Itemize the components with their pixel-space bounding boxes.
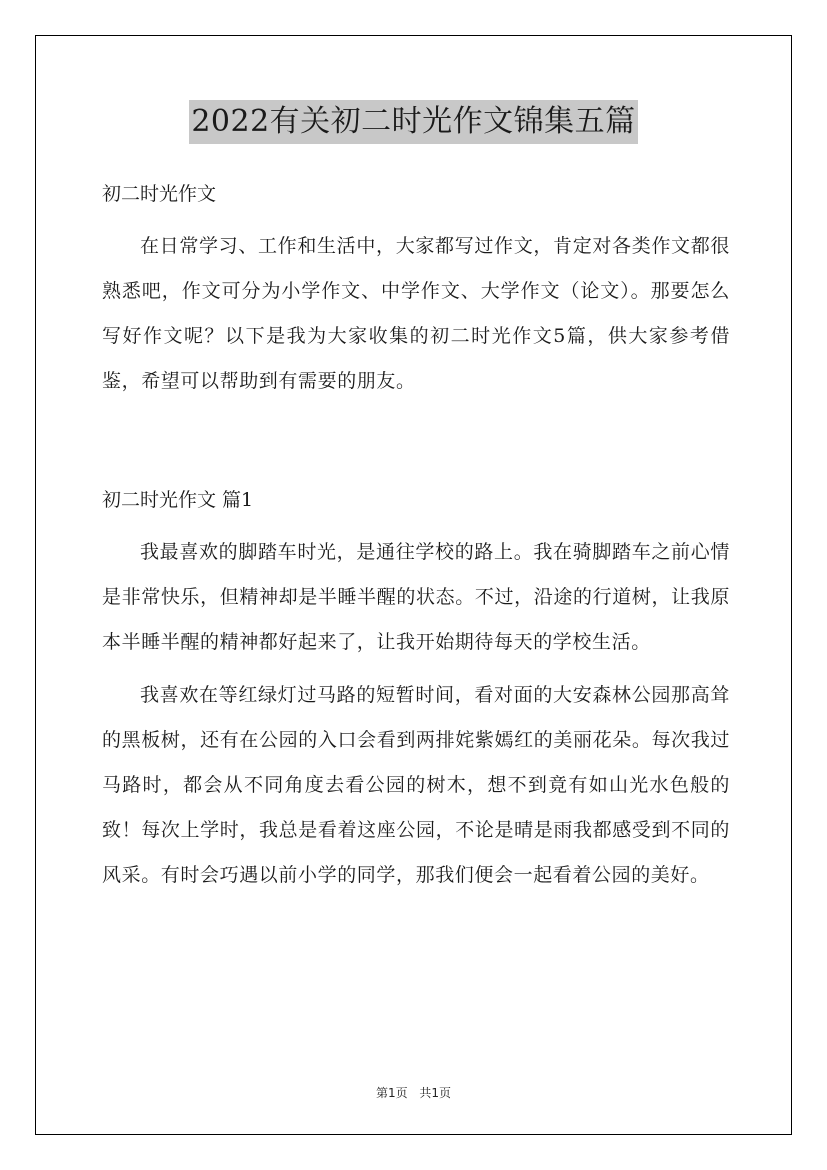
spacer <box>102 404 730 478</box>
spacer <box>102 216 730 224</box>
spacer <box>102 522 730 530</box>
part1-paragraph-1: 我最喜欢的脚踏车时光，是通往学校的路上。我在骑脚踏车之前心情是非常快乐，但精神却是半睡半醒的状态。不过，沿途的行道树，让我原本半睡半醒的精神都好起来了，让我开始期待每天的学校生活。 <box>102 541 730 653</box>
intro-paragraph: 在日常学习、工作和生活中，大家都写过作文，肯定对各类作文都很熟悉吧，作文可分为小学作文、中学作文、大学作文（论文）。那要怎么写好作文呢？以下是我为大家收集的初二时光作文5篇，供大家参考借鉴，希望可以帮助到有需要的朋友。 <box>102 235 730 392</box>
page-total: 共1页 <box>419 1086 452 1100</box>
title-container <box>0 100 827 144</box>
page-footer <box>0 1084 827 1101</box>
intro-heading: 初二时光作文 <box>102 183 217 205</box>
document-body <box>102 172 730 898</box>
document-title: 2022有关初二时光作文锦集五篇 <box>189 100 637 144</box>
page-number: 第1页 <box>375 1086 408 1100</box>
part1-paragraph-2: 我喜欢在等红绿灯过马路的短暂时间，看对面的大安森林公园那高耸的黑板树，还有在公园的入口会看到两排姹紫嫣红的美丽花朵。每次我过马路时，都会从不同角度去看公园的树木，想不到竟有如山光水色般的致！每次上学时，我总是看着这座公园，不论是晴是雨我都感受到不同的风采。有时会巧遇以前小学的同学，那我们便会一起看着公园的美好。 <box>102 684 730 886</box>
part1-heading: 初二时光作文 篇1 <box>102 489 254 511</box>
spacer <box>102 665 730 673</box>
